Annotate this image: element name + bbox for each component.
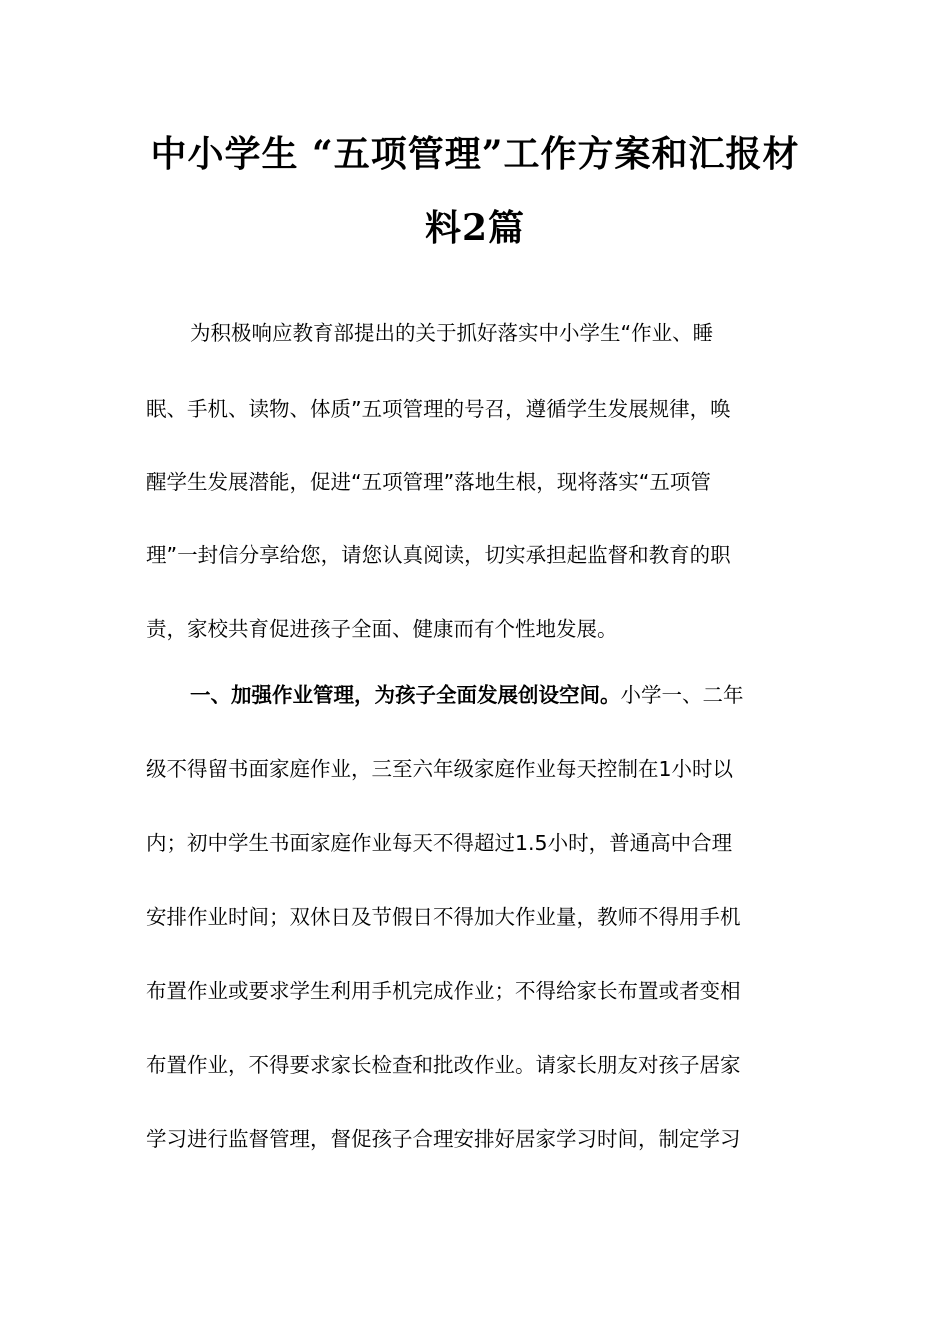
paragraph-line: 内；初中学生书面家庭作业每天不得超过1.5小时，普通高中合理 [146, 831, 733, 855]
document-title-line-2: 料2篇 [424, 207, 526, 249]
paragraph-line: 为积极响应教育部提出的关于抓好落实中小学生“作业、睡 [190, 321, 714, 345]
paragraph-line: 布置作业，不得要求家长检查和批改作业。请家长朋友对孩子居家 [146, 1053, 741, 1077]
paragraph-line: 安排作业时间；双休日及节假日不得加大作业量，教师不得用手机 [146, 905, 741, 929]
paragraph-line: 责，家校共育促进孩子全面、健康而有个性地发展。 [146, 617, 618, 641]
section-first-line [190, 680, 806, 710]
paragraph-line: 学习进行监督管理，督促孩子合理安排好居家学习时间，制定学习 [146, 1127, 741, 1151]
paragraph-line: 醒学生发展潜能，促进“五项管理”落地生根，现将落实“五项管 [146, 470, 711, 494]
paragraph-line: 理”一封信分享给您，请您认真阅读，切实承担起监督和教育的职 [146, 543, 731, 567]
paragraph-line: 布置作业或要求学生利用手机完成作业；不得给家长布置或者变相 [146, 979, 741, 1003]
paragraph-line: 级不得留书面家庭作业，三至六年级家庭作业每天控制在1小时以 [146, 757, 734, 781]
section-text: 小学一、二年 [620, 683, 744, 707]
paragraph-line: 眠、手机、读物、体质”五项管理的号召，遵循学生发展规律，唤 [146, 397, 731, 421]
section-heading: 一、加强作业管理，为孩子全面发展创设空间。 [190, 683, 621, 707]
document-title-line-1: 中小学生 “五项管理”工作方案和汇报材 [150, 133, 800, 175]
